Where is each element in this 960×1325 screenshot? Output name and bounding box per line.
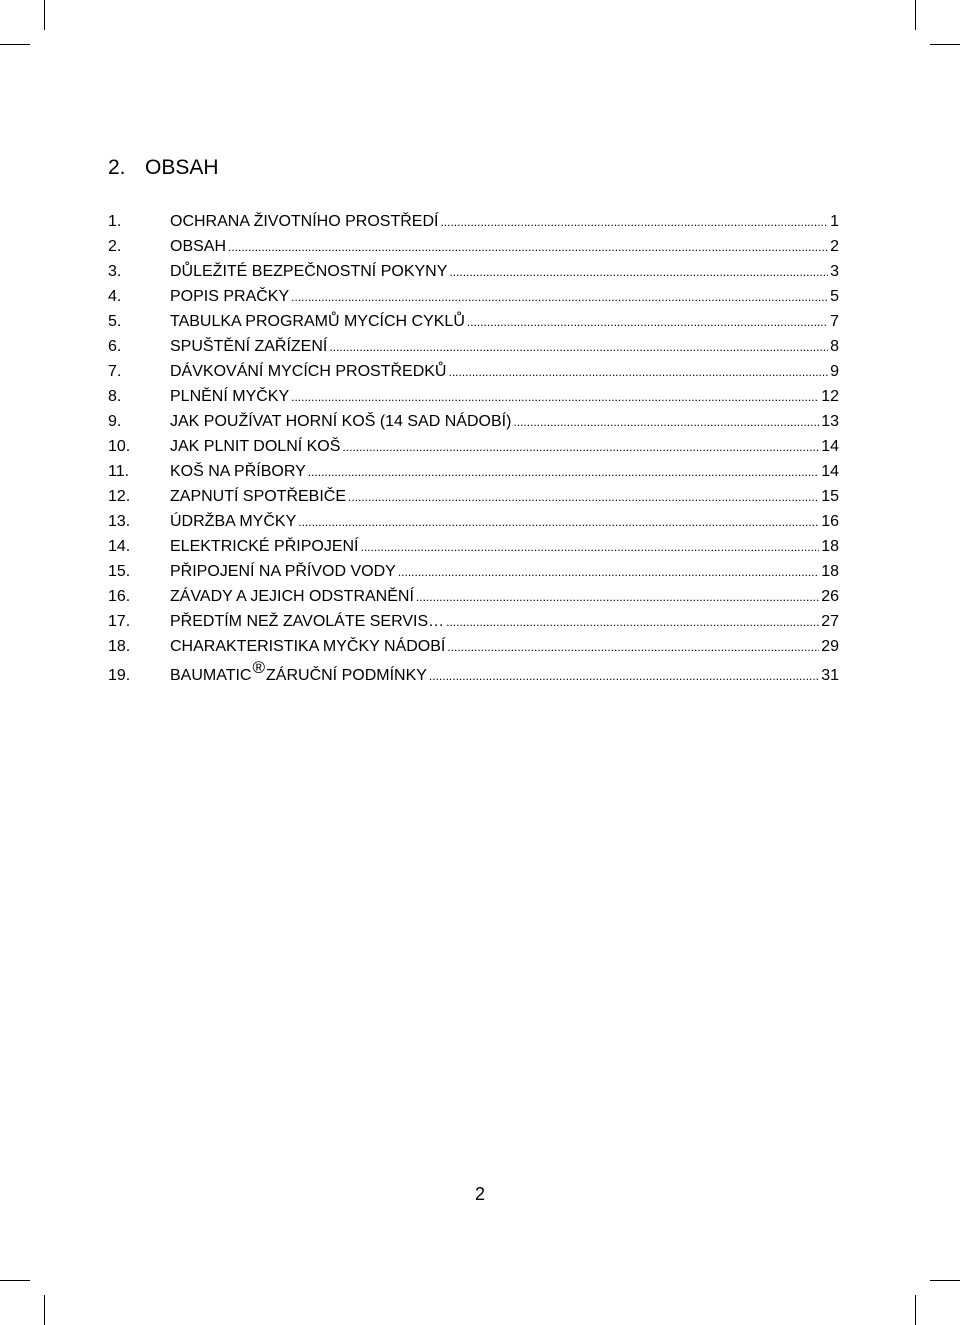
toc-entry-number: 5. [108,313,122,330]
toc-dot-leader [416,585,819,610]
toc-entry-title: JAK PLNIT DOLNÍ KOŠ [170,438,341,455]
toc-entry[interactable] [108,259,839,284]
toc-entry-title-rest: ZÁRUČNÍ PODMÍNKY [266,667,427,684]
toc-dot-leader [440,210,828,235]
toc-entry-number: 3. [108,263,122,280]
toc-entry-number: 14. [108,538,131,555]
toc-entry-title: PŘEDTÍM NEŽ ZAVOLÁTE SERVIS… [170,613,445,630]
toc-entry-page: 31 [821,667,839,684]
toc-dot-leader [342,435,819,460]
toc-entry-title: ZÁVADY A JEJICH ODSTRANĚNÍ [170,588,414,605]
toc-entry-page: 9 [830,363,839,380]
toc-entry-title: POPIS PRAČKY [170,288,290,305]
toc-entry-title: DŮLEŽITÉ BEZPEČNOSTNÍ POKYNY [170,263,448,280]
toc-entry-page: 18 [821,563,839,580]
section-heading-number: 2. [108,156,126,179]
toc-dot-leader [308,460,819,485]
toc-entry-page: 18 [821,538,839,555]
toc-entry-page: 5 [830,288,839,305]
toc-dot-leader [398,560,819,585]
toc-entry-number: 15. [108,563,131,580]
toc-entry-number: 9. [108,413,122,430]
toc-entry-page: 3 [830,263,839,280]
toc-entry[interactable] [108,384,839,409]
toc-entry[interactable] [108,534,839,559]
toc-entry-number: 17. [108,613,131,630]
toc-entry-title: PLNĚNÍ MYČKY [170,388,290,405]
section-heading [108,156,219,180]
toc-entry-number: 13. [108,513,131,530]
crop-mark-top-right [915,0,916,30]
section-heading-title: OBSAH [145,156,219,179]
toc-dot-leader [348,485,819,510]
toc-entry[interactable] [108,609,839,634]
toc-entry[interactable] [108,284,839,309]
toc-entry-number: 8. [108,388,122,405]
toc-entry-title: ÚDRŽBA MYČKY [170,513,297,530]
toc-entry[interactable] [108,659,839,684]
toc-entry-title: OBSAH [170,238,227,255]
table-of-contents [108,209,839,684]
toc-entry-title: OCHRANA ŽIVOTNÍHO PROSTŘEDÍ [170,213,439,230]
toc-entry-page: 29 [821,638,839,655]
crop-mark-bottom-left-h [0,1280,30,1281]
toc-entry-title: CHARAKTERISTIKA MYČKY NÁDOBÍ [170,638,446,655]
toc-entry-title: JAK POUŽÍVAT HORNÍ KOŠ (14 SAD NÁDOBÍ) [170,413,512,430]
toc-entry-title: TABULKA PROGRAMŮ MYCÍCH CYKLŮ [170,313,465,330]
toc-dot-leader [291,285,828,310]
page-number: 2 [474,1184,485,1204]
toc-dot-leader [298,510,819,535]
toc-entry-number: 7. [108,363,122,380]
toc-dot-leader [291,385,819,410]
toc-entry-number: 12. [108,488,131,505]
toc-entry-title: SPUŠTĚNÍ ZAŘÍZENÍ [170,338,328,355]
toc-entry-number: 2. [108,238,122,255]
crop-mark-top-left-h [0,44,30,45]
toc-entry[interactable] [108,334,839,359]
registered-trademark-mark: ® [252,658,266,677]
toc-entry-page: 13 [821,413,839,430]
toc-dot-leader [467,310,828,335]
toc-entry[interactable] [108,634,839,659]
toc-entry-title-brand: BAUMATIC [170,667,252,684]
toc-entry-title: DÁVKOVÁNÍ MYCÍCH PROSTŘEDKŮ [170,363,447,380]
toc-entry-page: 8 [830,338,839,355]
toc-entry-number: 6. [108,338,122,355]
toc-entry-page: 14 [821,463,839,480]
toc-entry-page: 7 [830,313,839,330]
toc-entry[interactable] [108,484,839,509]
toc-entry-page: 1 [830,213,839,230]
toc-entry-page: 16 [821,513,839,530]
toc-entry[interactable] [108,359,839,384]
toc-entry-page: 14 [821,438,839,455]
toc-entry-number: 10. [108,438,131,455]
toc-dot-leader [329,335,828,360]
toc-entry-number: 18. [108,638,131,655]
toc-entry[interactable] [108,409,839,434]
toc-entry[interactable] [108,584,839,609]
toc-dot-leader [446,610,819,635]
toc-dot-leader [429,664,819,689]
toc-entry[interactable] [108,509,839,534]
toc-entry-number: 11. [108,463,130,480]
crop-mark-top-right-h [930,44,960,45]
toc-entry-number: 4. [108,288,122,305]
toc-entry-number: 16. [108,588,131,605]
toc-dot-leader [447,635,819,660]
toc-entry-title [170,659,427,688]
toc-entry-title: PŘIPOJENÍ NA PŘÍVOD VODY [170,563,396,580]
crop-mark-bottom-left [44,1295,45,1325]
toc-entry-page: 26 [821,588,839,605]
toc-entry[interactable] [108,309,839,334]
toc-entry-page: 12 [821,388,839,405]
toc-entry-title: ZAPNUTÍ SPOTŘEBIČE [170,488,347,505]
toc-entry-title: KOŠ NA PŘÍBORY [170,463,306,480]
toc-entry[interactable] [108,209,839,234]
toc-dot-leader [449,260,828,285]
toc-entry-page: 2 [830,238,839,255]
toc-entry[interactable] [108,434,839,459]
toc-dot-leader [448,360,828,385]
crop-mark-bottom-right-h [930,1280,960,1281]
toc-entry-number: 19. [108,667,131,684]
toc-entry-number: 1. [108,213,122,230]
toc-entry[interactable] [108,234,839,259]
toc-entry-title: ELEKTRICKÉ PŘIPOJENÍ [170,538,359,555]
toc-entry-page: 27 [821,613,839,630]
crop-mark-bottom-right [915,1295,916,1325]
toc-entry[interactable] [108,559,839,584]
toc-dot-leader [513,410,819,435]
toc-dot-leader [361,535,820,560]
toc-entry-page: 15 [821,488,839,505]
toc-entry[interactable] [108,459,839,484]
toc-dot-leader [228,235,828,260]
crop-mark-top-left [44,0,45,30]
